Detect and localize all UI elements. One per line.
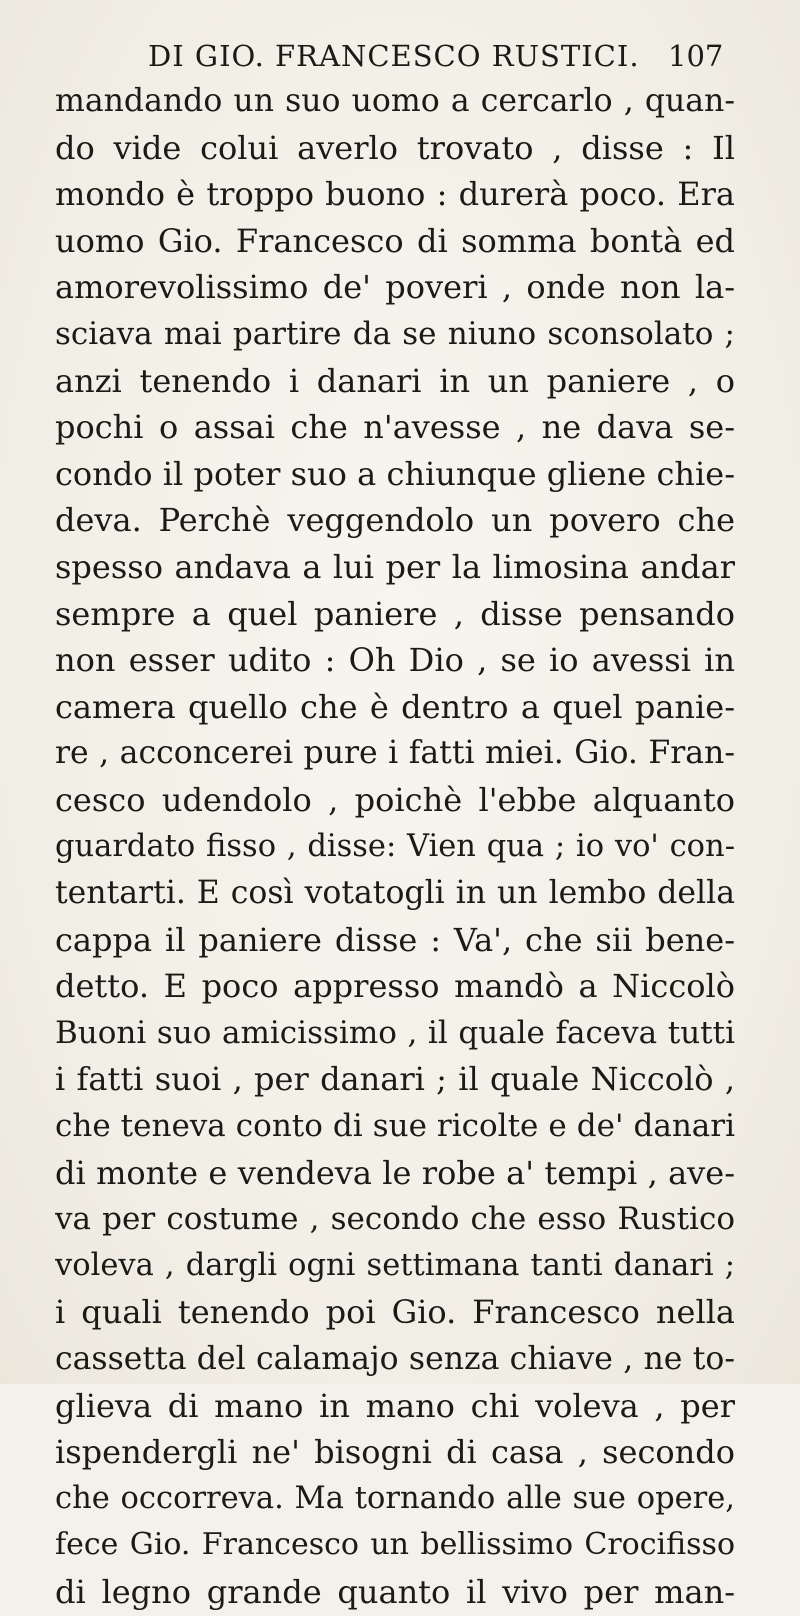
text-line: anzi tenendo i danari in un paniere , o bbox=[55, 361, 735, 400]
text-line: mandando un suo uomo a cercarlo , quan- bbox=[55, 83, 735, 119]
text-line: condo il poter suo a chiunque gliene chie- bbox=[55, 454, 735, 493]
text-line: pochi o assai che n'avesse , ne dava se- bbox=[55, 408, 735, 447]
text-line: cappa il paniere disse : Va', che sii bene- bbox=[55, 920, 735, 959]
text-line: cesco udendolo , poichè l'ebbe alquanto bbox=[55, 780, 735, 819]
text-line: spesso andava a lui per la limosina andar bbox=[55, 547, 735, 586]
text-line: sciava mai partire da se niuno sconsolato ; bbox=[55, 315, 735, 352]
text-line: sempre a quel paniere , disse pensando bbox=[55, 594, 735, 633]
text-line: che teneva conto di sue ricolte e de' danari bbox=[55, 1108, 735, 1145]
text-line: glieva di mano in mano chi voleva , per bbox=[55, 1386, 735, 1425]
text-line: di legno grande quanto il vivo per man- bbox=[55, 1573, 735, 1611]
text-line: Buoni suo amicissimo , il quale faceva tutti bbox=[55, 1014, 735, 1051]
text-line: amorevolissimo de' poveri , onde non la- bbox=[55, 268, 735, 307]
text-line: camera quello che è dentro a quel panie- bbox=[55, 687, 735, 726]
text-line: deva. Perchè veggendolo un povero che bbox=[55, 501, 735, 540]
text-line: do vide colui averlo trovato , disse : Il bbox=[55, 128, 735, 167]
text-line: uomo Gio. Francesco di somma bontà ed bbox=[55, 221, 735, 260]
text-line: tentarti. E così votatogli in un lembo della bbox=[55, 875, 735, 912]
page-number: 107 bbox=[668, 39, 724, 73]
text-line: fece Gio. Francesco un bellissimo Crocifisso bbox=[55, 1527, 735, 1563]
text-line: guardato fisso , disse: Vien qua ; io vo' con- bbox=[55, 828, 735, 864]
text-line: i fatti suoi , per danari ; il quale Niccolò , bbox=[55, 1060, 735, 1099]
text-line: detto. E poco appresso mandò a Niccolò bbox=[55, 967, 735, 1006]
text-line: va per costume , secondo che esso Rustico bbox=[55, 1201, 735, 1238]
text-line: i quali tenendo poi Gio. Francesco nella bbox=[55, 1293, 735, 1332]
text-line: cassetta del calamajo senza chiave , ne to- bbox=[55, 1341, 735, 1378]
running-title: DI GIO. FRANCESCO RUSTICI. bbox=[148, 39, 640, 73]
text-line: non esser udito : Oh Dio , se io avessi in bbox=[55, 641, 735, 680]
text-line: re , acconcerei pure i fatti miei. Gio. Fran- bbox=[55, 735, 735, 772]
text-line: voleva , dargli ogni settimana tanti danari ; bbox=[55, 1247, 735, 1283]
running-head bbox=[0, 36, 800, 76]
text-line: mondo è troppo buono : durerà poco. Era bbox=[55, 175, 735, 214]
text-line: ispendergli ne' bisogni di casa , secondo bbox=[55, 1433, 735, 1472]
body-text bbox=[55, 78, 735, 1616]
text-line: che occorreva. Ma tornando alle sue opere, bbox=[55, 1480, 735, 1516]
text-line: di monte e vendeva le robe a' tempi , ave- bbox=[55, 1153, 735, 1192]
